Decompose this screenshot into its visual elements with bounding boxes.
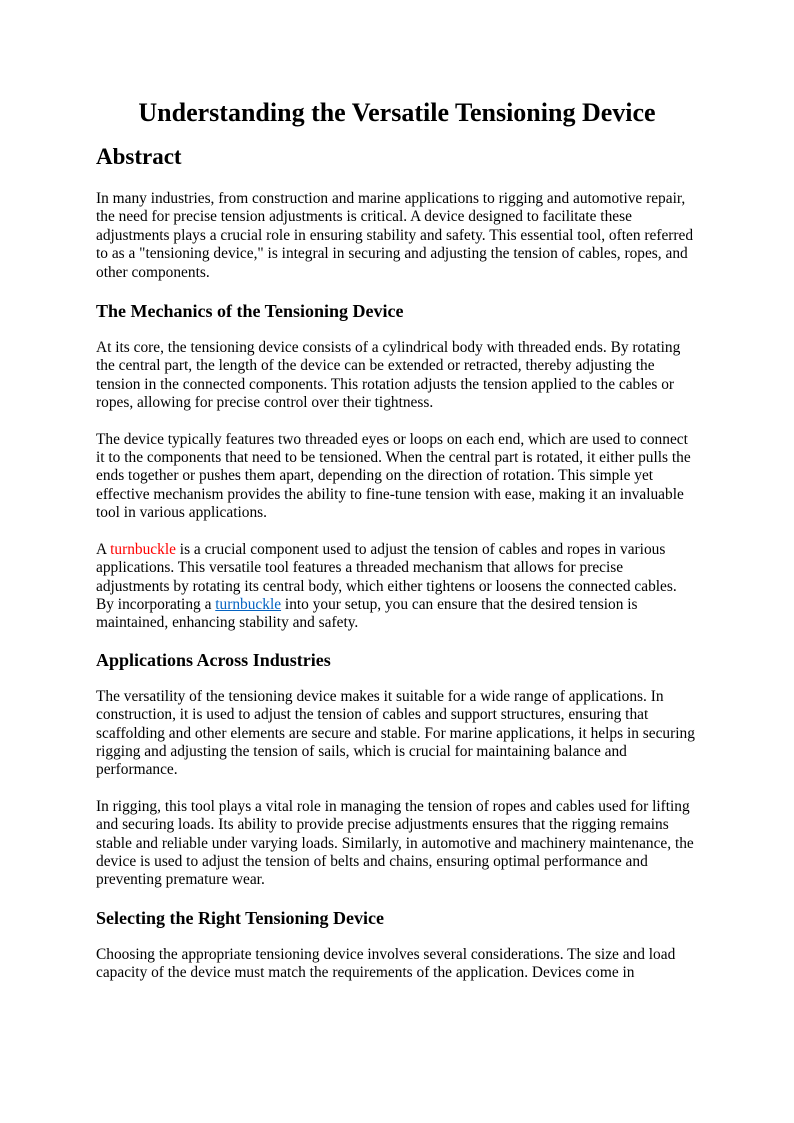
document-page <box>96 96 698 983</box>
applications-paragraph-1: The versatility of the tensioning device makes it suitable for a wide range of applications. In construction, it is used to adjust the tension of cables and support structures, ensuring that scaffolding and other elements are secure and stable. For marine applications, it helps in securing rigging and adjusting the tension of sails, which is crucial for maintaining balance and performance. <box>96 687 695 779</box>
abstract-paragraph: In many industries, from construction and marine applications to rigging and automotive repair, the need for precise tension adjustments is critical. A device designed to facilitate these adjustments plays a crucial role in ensuring stability and safety. This essential tool, often referred to as a "tensioning device," is integral in securing and adjusting the tension of cables, ropes, and other components. <box>96 190 694 281</box>
selecting-heading: Selecting the Right Tensioning Device <box>96 907 385 928</box>
mechanics-p3-text-b: is a crucial component used to adjust the tension of cables and ropes in various applications. This versatile tool features a threaded mechanism that allows for precise adjustments by rotating its central body, which either tightens or loosens the connected cables. By incorporating a <box>96 540 677 613</box>
applications-heading: Applications Across Industries <box>96 649 331 670</box>
document-title: Understanding the Versatile Tensioning Device <box>138 98 656 127</box>
mechanics-paragraph-1: At its core, the tensioning device consists of a cylindrical body with threaded ends. By rotating the central part, the length of the device can be extended or retracted, thereby adjusting the tension in the connected components. This rotation adjusts the tension applied to the cables or ropes, allowing for precise control over their tightness. <box>96 339 681 412</box>
applications-paragraph-2: In rigging, this tool plays a vital role in managing the tension of ropes and cables used for lifting and securing loads. Its ability to provide precise adjustments ensures that the rigging remains stable and reliable under varying loads. Similarly, in automotive and machinery maintenance, the device is used to adjust the tension of belts and chains, ensuring optimal performance and preventing premature wear. <box>96 797 694 889</box>
mechanics-paragraph-3 <box>96 541 698 633</box>
turnbuckle-link[interactable]: turnbuckle <box>215 595 282 613</box>
mechanics-p3-text-c: into your setup, you can ensure that the desired tension is maintained, enhancing stability and safety. <box>96 595 638 632</box>
selecting-paragraph-1: Choosing the appropriate tensioning device involves several considerations. The size and load capacity of the device must match the requirements of the application. Devices come in <box>96 945 676 982</box>
abstract-heading: Abstract <box>96 144 182 169</box>
turnbuckle-keyword: turnbuckle <box>110 540 176 558</box>
mechanics-p3-text-a: A <box>96 540 111 558</box>
mechanics-paragraph-2: The device typically features two threaded eyes or loops on each end, which are used to connect it to the components that need to be tensioned. When the central part is rotated, it either pulls the ends together or pushes them apart, depending on the direction of rotation. This simple yet effective mechanism provides the ability to fine-tune tension with ease, making it an invaluable tool in various applications. <box>96 430 691 522</box>
mechanics-heading: The Mechanics of the Tensioning Device <box>96 301 404 322</box>
